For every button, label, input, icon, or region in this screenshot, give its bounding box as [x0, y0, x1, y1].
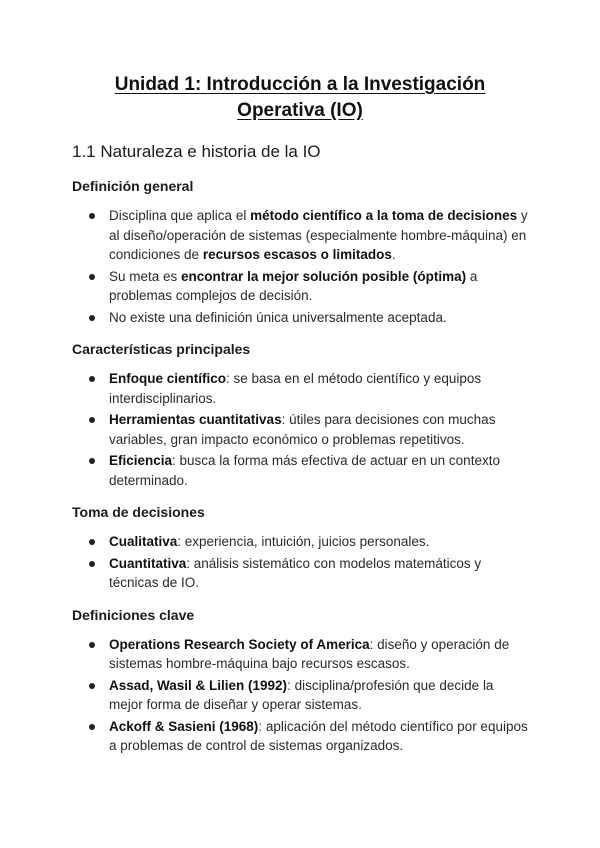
bold-text: Ackoff & Sasieni (1968) [109, 718, 259, 734]
bullet-icon [89, 561, 95, 567]
bold-text: Cualitativa [109, 534, 178, 549]
text: a problemas complejos de decisión. [109, 268, 478, 303]
list-item [72, 717, 528, 756]
bullet-icon [89, 642, 95, 648]
text: : se basa en el método científico y equipos interdisciplinarios. [109, 371, 482, 406]
text: : diseño y operación de sistemas hombre-máquina bajo recursos escasos. [109, 636, 510, 671]
subsection-heading: Definiciones clave [72, 606, 195, 623]
text: : experiencia, intuición, juicios personales. [177, 534, 430, 549]
bullet-icon [89, 274, 95, 280]
bold-text: Eficiencia [109, 453, 173, 468]
text: Disciplina que aplica el [109, 208, 251, 223]
text: : análisis sistemático con modelos matemáticos y técnicas de IO. [109, 555, 482, 590]
list-item [72, 206, 528, 265]
list-item [72, 308, 528, 328]
bold-text: método científico a la toma de decisiones [250, 208, 518, 223]
text: y al diseño/operación de sistemas (especialmente hombre-máquina) en condiciones de [109, 208, 528, 262]
bullet-icon [89, 315, 95, 321]
section-heading: 1.1 Naturaleza e historia de la IO [72, 142, 321, 161]
subsection-heading: Características principales [72, 341, 251, 357]
bullet-list [72, 206, 528, 327]
bold-text: encontrar la mejor solución posible (óptima) [181, 268, 467, 284]
list-item [72, 676, 528, 715]
list-item [72, 451, 528, 490]
list-item [72, 369, 528, 408]
subsections-container [72, 176, 528, 756]
page-title: Unidad 1: Introducción a la Investigación Operativa (IO) [114, 74, 486, 121]
bullet-icon [89, 539, 95, 545]
subsection-heading: Definición general [72, 178, 194, 194]
bold-text: Assad, Wasil & Lilien (1992) [109, 677, 288, 693]
bullet-icon [89, 683, 95, 689]
text: : útiles para decisiones con muchas variables, gran impacto económico o problemas repetitivos. [109, 412, 496, 447]
text: : aplicación del método científico por equipos a problemas de control de sistemas organizados. [109, 718, 528, 753]
list-item [72, 554, 528, 593]
text: . [391, 247, 396, 262]
list-item [72, 532, 528, 552]
bullet-icon [89, 376, 95, 382]
bullet-icon [89, 724, 95, 730]
bold-text: Herramientas cuantitativas [109, 412, 282, 427]
text: : disciplina/profesión que decide la mejor forma de diseñar y operar sistemas. [109, 677, 494, 712]
subsection-heading: Toma de decisiones [72, 504, 205, 520]
text: No existe una definición única universalmente aceptada. [109, 309, 447, 325]
bold-text: Operations Research Society of America [109, 636, 370, 652]
bullet-list [72, 369, 528, 490]
text: : busca la forma más efectiva de actuar en un contexto determinado. [109, 453, 500, 488]
bold-text: Enfoque científico [109, 371, 227, 386]
text: Su meta es [109, 268, 182, 284]
list-item [72, 410, 528, 449]
bullet-icon [89, 213, 95, 219]
bold-text: recursos escasos o limitados [202, 247, 392, 262]
bullet-icon [89, 458, 95, 464]
list-item [72, 267, 528, 306]
bullet-list [72, 635, 528, 756]
bold-text: Cuantitativa [109, 555, 187, 571]
list-item [72, 635, 528, 674]
bullet-icon [89, 417, 95, 423]
bullet-list [72, 532, 528, 593]
